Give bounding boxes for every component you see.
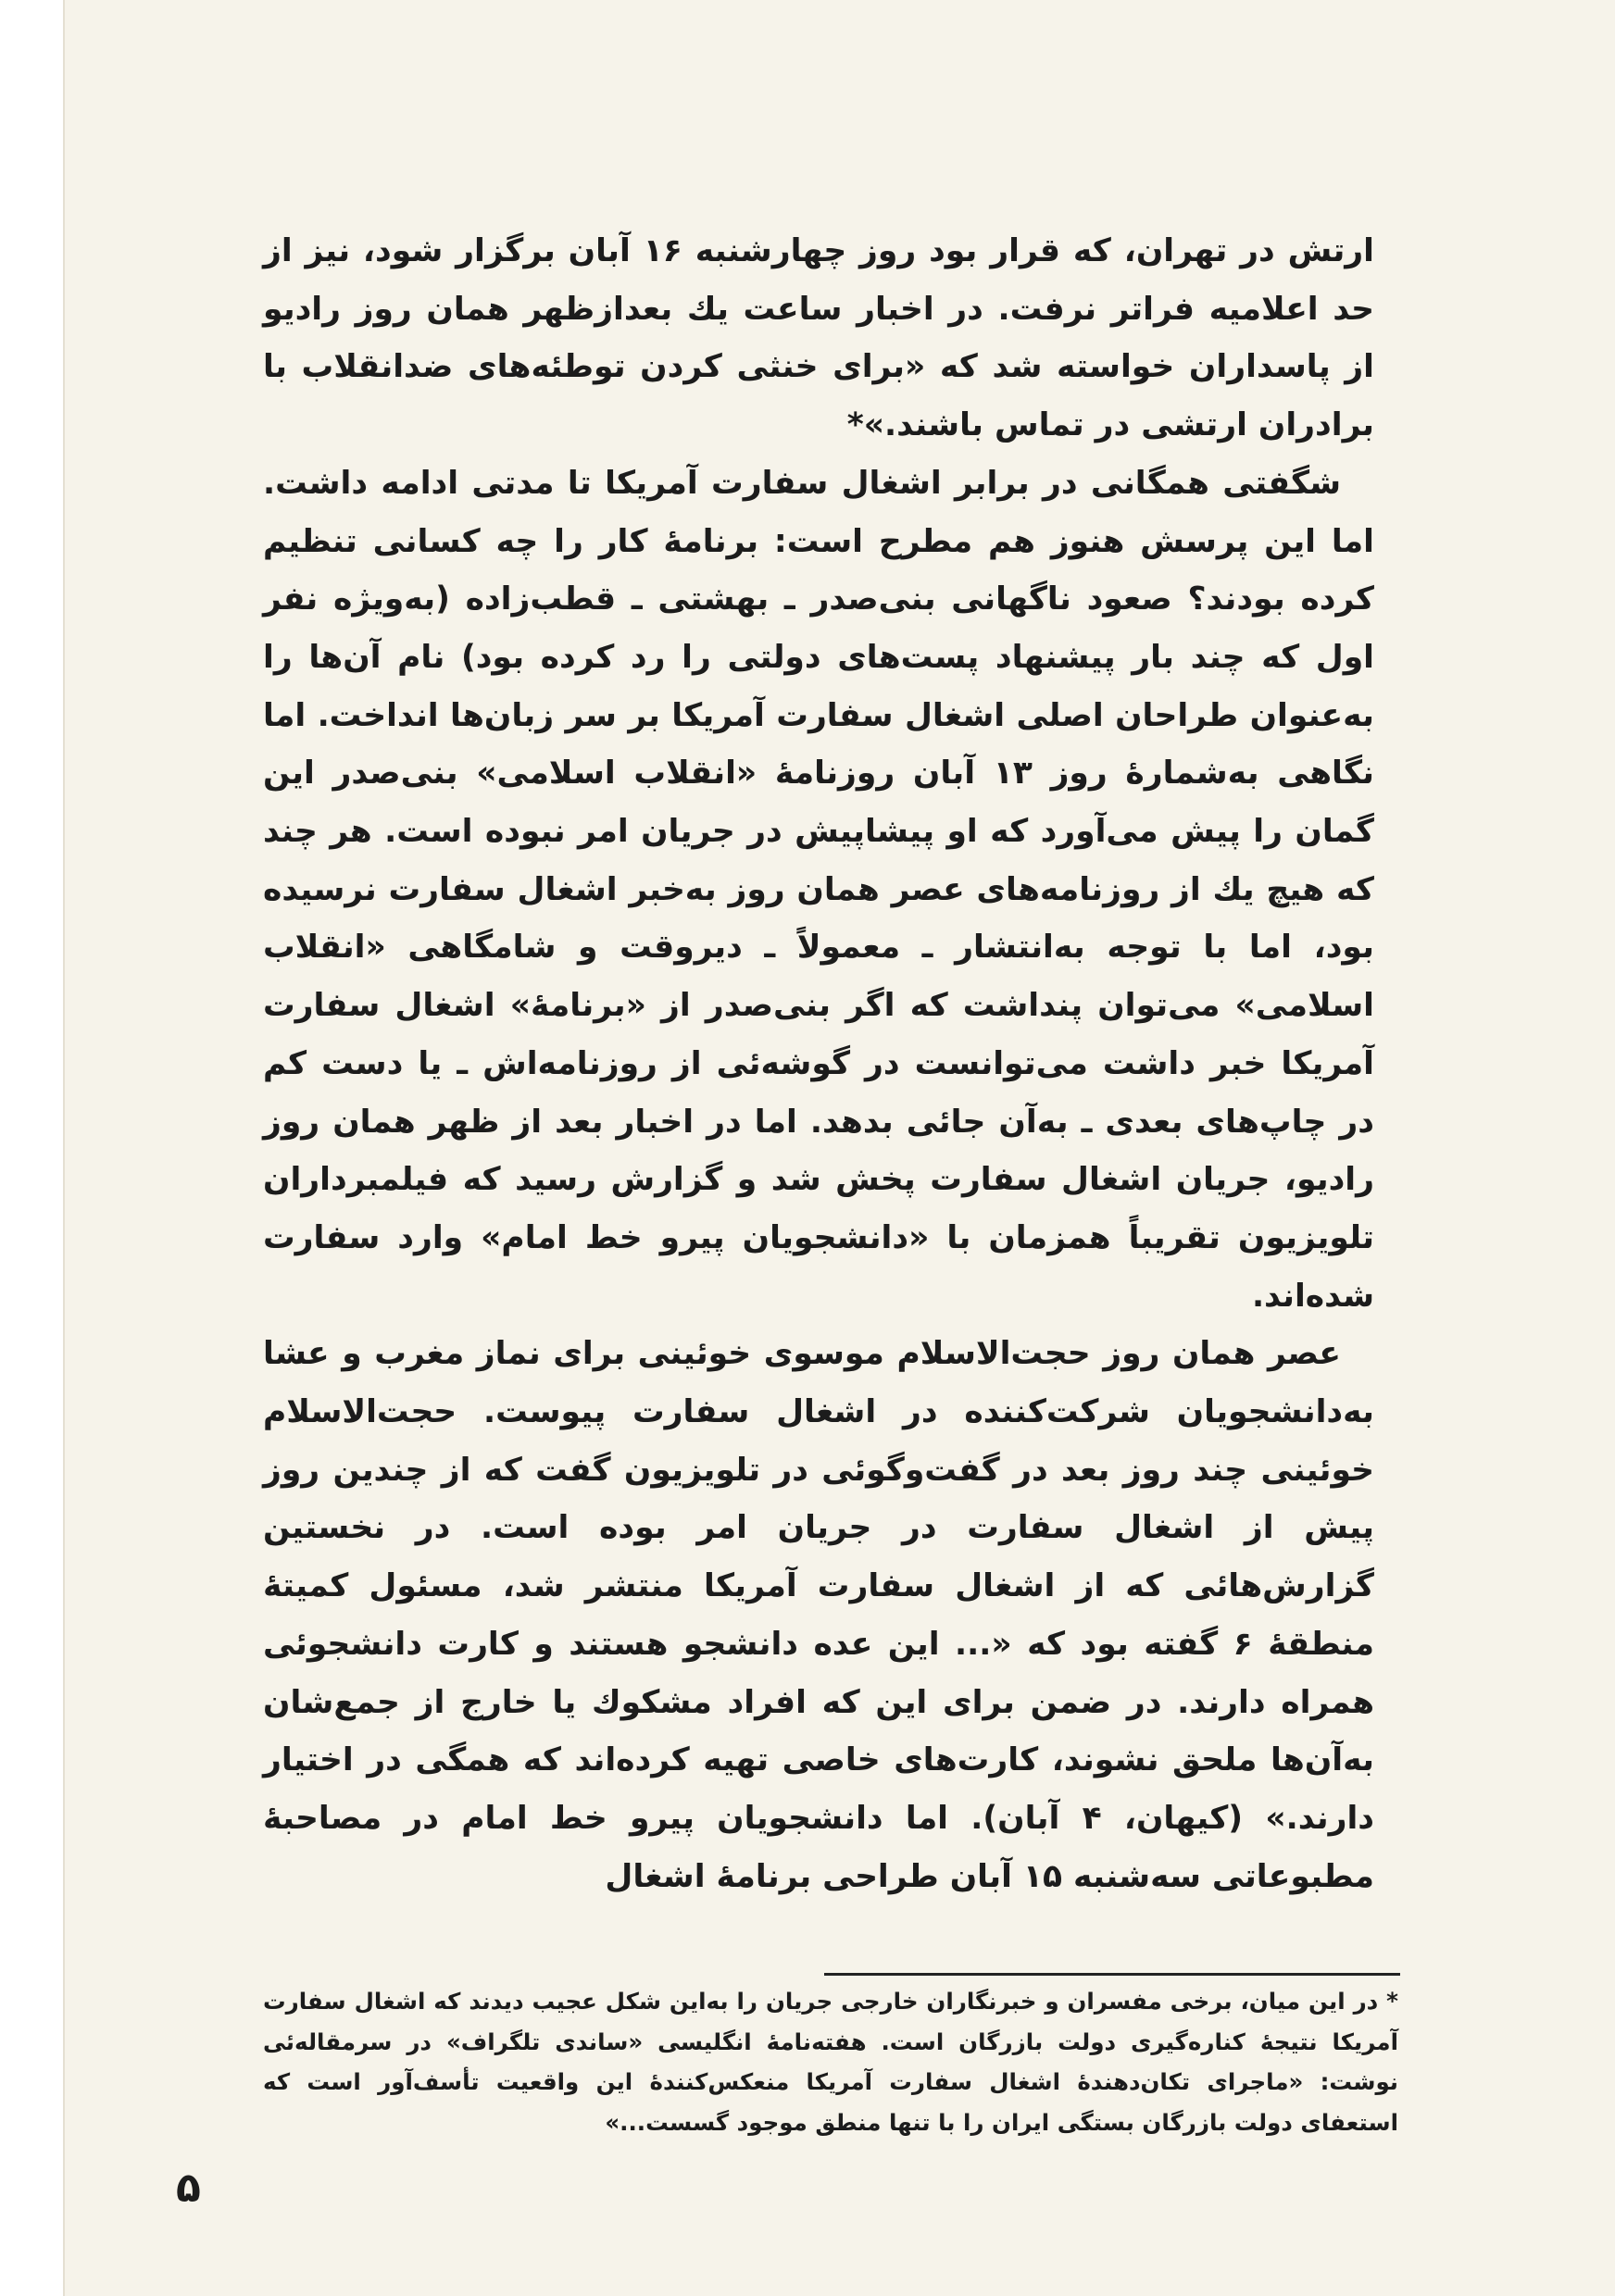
footnote-divider [824,1973,1400,1976]
main-text [263,222,1374,1905]
paragraph: ارتش در تهران، که قرار بود روز چهارشنبه ۱۶ آبان برگزار شود، نیز از حد اعلامیه فراتر نرفت. در اخبار ساعت یك بعدازظهر همان روز رادیو از پاسداران خواسته شد که «برای خنثی کردن توطئه‌های ضدانقلاب با برادران ارتشی در تماس باشند.»* [263,232,1374,444]
paragraph: شگفتی همگانی در برابر اشغال سفارت آمریکا تا مدتی ادامه داشت. اما این پرسش هنوز هم مطرح است: برنامهٔ کار را چه کسانی تنظیم کرده بودند؟ صعود ناگهانی بنی‌صدر ـ بهشتی ـ قطب‌زاده (به‌ویژه نفر اول که چند بار پیشنهاد پست‌های دولتی را رد کرده بود) نام آن‌ها را به‌عنوان طراحان اصلی اشغال سفارت آمریکا بر سر زبان‌ها انداخت. اما نگاهی به‌شمارهٔ روز ۱۳ آبان روزنامهٔ «انقلاب اسلامی» بنی‌صدر این گمان را پیش می‌آورد که او پیشاپیش در جریان امر نبوده است. هر چند که هیچ یك از روزنامه‌های عصر همان روز به‌خبر اشغال سفارت نرسیده بود، اما با توجه به‌انتشار ـ معمولاً ـ دیروقت و شامگاهی «انقلاب اسلامی» می‌توان پنداشت که اگر بنی‌صدر از «برنامهٔ» اشغال سفارت آمریکا خبر داشت می‌توانست در گوشه‌ئی از روزنامه‌اش ـ یا دست کم در چاپ‌های بعدی ـ به‌آن جائی بدهد. اما در اخبار بعد از ظهر همان روز رادیو، جریان اشغال سفارت پخش شد و گزارش رسید که فیلمبرداران تلویزیون تقریباً همزمان با «دانشجویان پیرو خط امام» وارد سفارت شده‌اند. [263,464,1374,1315]
paragraph: عصر همان روز حجت‌الاسلام موسوی خوئینی برای نماز مغرب و عشا به‌دانشجویان شرکت‌کننده در اشغال سفارت پیوست. حجت‌الاسلام خوئینی چند روز بعد در گفت‌وگوئی در تلویزیون گفت که از چندین روز پیش از اشغال سفارت در جریان امر بوده است. در نخستین گزارش‌هائی که از اشغال سفارت آمریکا منتشر شد، مسئول کمیتهٔ منطقهٔ ۶ گفته بود که «... این عده دانشجو هستند و کارت دانشجوئی همراه دارند. در ضمن برای این که افراد مشکوك یا خارج از جمع‌شان به‌آن‌ها ملحق نشوند، کارت‌های خاصی تهیه کرده‌اند که همگی در اختیار دارند.» (کیهان، ۴ آبان). اما دانشجویان پیرو خط امام در مصاحبهٔ مطبوعاتی سه‌شنبه ۱۵ آبان طراحی برنامهٔ اشغال [263,1335,1374,1895]
footnote: * در این میان، برخی مفسران و خبرنگاران خارجی جریان را به‌این شکل عجیب دیدند که اشغال سفارت آمریکا نتیجهٔ کناره‌گیری دولت بازرگان است. هفته‌نامهٔ انگلیسی «ساندی تلگراف» در سرمقاله‌ئی نوشت: «ماجرای تکان‌دهندهٔ اشغال سفارت آمریکا منعکس‌کنندهٔ این واقعیت تأسف‌آور است که استعفای دولت بازرگان بستگی ایران را با تنها منطق موجود گسست...» [263,1988,1398,2136]
page-number: ۵ [176,2165,201,2212]
